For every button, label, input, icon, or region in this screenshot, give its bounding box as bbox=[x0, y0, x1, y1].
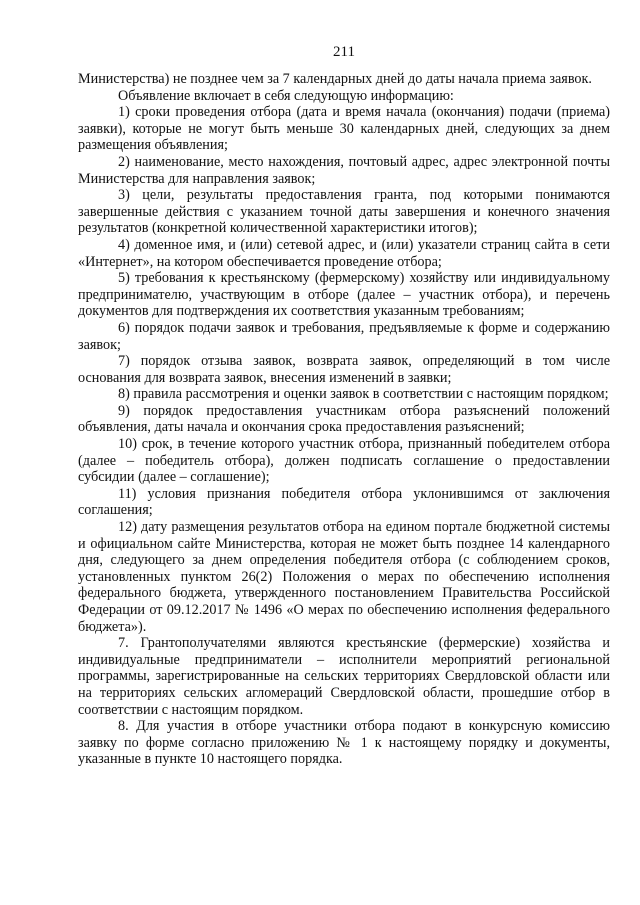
list-item-3: 3) цели, результаты предоставления гранта, под которыми понимаются завершенные действия с указанием точной даты завершения и конечного значения результатов (конкретной количественной характеристики итогов); bbox=[78, 187, 610, 237]
list-item-9: 9) порядок предоставления участникам отбора разъяснений положений объявления, даты начала и окончания срока предоставления разъяснений; bbox=[78, 402, 610, 436]
section-8: 8. Для участия в отборе участники отбора подают в конкурсную комиссию заявку по форме согласно приложению № 1 к настоящему порядку и документы, указанные в пункте 10 настоящего порядка. bbox=[78, 718, 610, 768]
list-item-5: 5) требования к крестьянскому (фермерскому) хозяйству или индивидуальному предпринимателю, участвующим в отборе (далее – участник отбора), и перечень документов для подтверждения их соответствия указанным требованиям; bbox=[78, 270, 610, 320]
list-item-11: 11) условия признания победителя отбора уклонившимся от заключения соглашения; bbox=[78, 485, 610, 519]
document-body bbox=[78, 71, 610, 768]
section-7: 7. Грантополучателями являются крестьянские (фермерские) хозяйства и индивидуальные предприниматели – исполнители мероприятий региональной программы, зарегистрированные на сельских территориях Свердловской области или на территориях сельских агломераций Свердловской области, прошедшие отбор в соответствии с настоящим порядком. bbox=[78, 635, 610, 718]
list-item-2: 2) наименование, место нахождения, почтовый адрес, адрес электронной почты Министерства для направления заявок; bbox=[78, 153, 610, 187]
document-page bbox=[78, 0, 610, 768]
paragraph-announcement-intro: Объявление включает в себя следующую информацию: bbox=[118, 87, 454, 104]
list-item-7: 7) порядок отзыва заявок, возврата заявок, определяющий в том числе основания для возврата заявок, внесения изменений в заявки; bbox=[78, 353, 610, 386]
list-item-6: 6) порядок подачи заявок и требования, предъявляемые к форме и содержанию заявок; bbox=[78, 319, 610, 353]
paragraph-continuation: Министерства) не позднее чем за 7 календарных дней до даты начала приема заявок. bbox=[78, 71, 592, 87]
list-item-10: 10) срок, в течение которого участник отбора, признанный победителем отбора (далее – победитель отбора), должен подписать соглашение о предоставлении субсидии (далее – соглашение); bbox=[78, 436, 610, 486]
list-item-1: 1) сроки проведения отбора (дата и время начала (окончания) подачи (приема) заявки), которые не могут быть меньше 30 календарных дней, следующих за днем размещения объявления; bbox=[78, 104, 610, 154]
list-item-8: 8) правила рассмотрения и оценки заявок в соответствии с настоящим порядком; bbox=[118, 386, 609, 403]
list-item-12: 12) дату размещения результатов отбора на едином портале бюджетной системы и официальном сайте Министерства, которая не может быть позднее 14 календарного дня, следующего за днем определения победителя отбора (с соблюдением сроков, установленных пунктом 26(2) Положения о мерах по обеспечению исполнения федерального бюджета, утвержденного постановлением Правительства Российской Федерации от 09.12.2017 № 1496 «О мерах по обеспечению исполнения федерального бюджета»). bbox=[78, 519, 610, 635]
page-number: 211 bbox=[333, 44, 355, 60]
list-item-4: 4) доменное имя, и (или) сетевой адрес, и (или) указатели страниц сайта в сети «Интернет», на котором обеспечивается проведение отбора; bbox=[78, 236, 610, 270]
